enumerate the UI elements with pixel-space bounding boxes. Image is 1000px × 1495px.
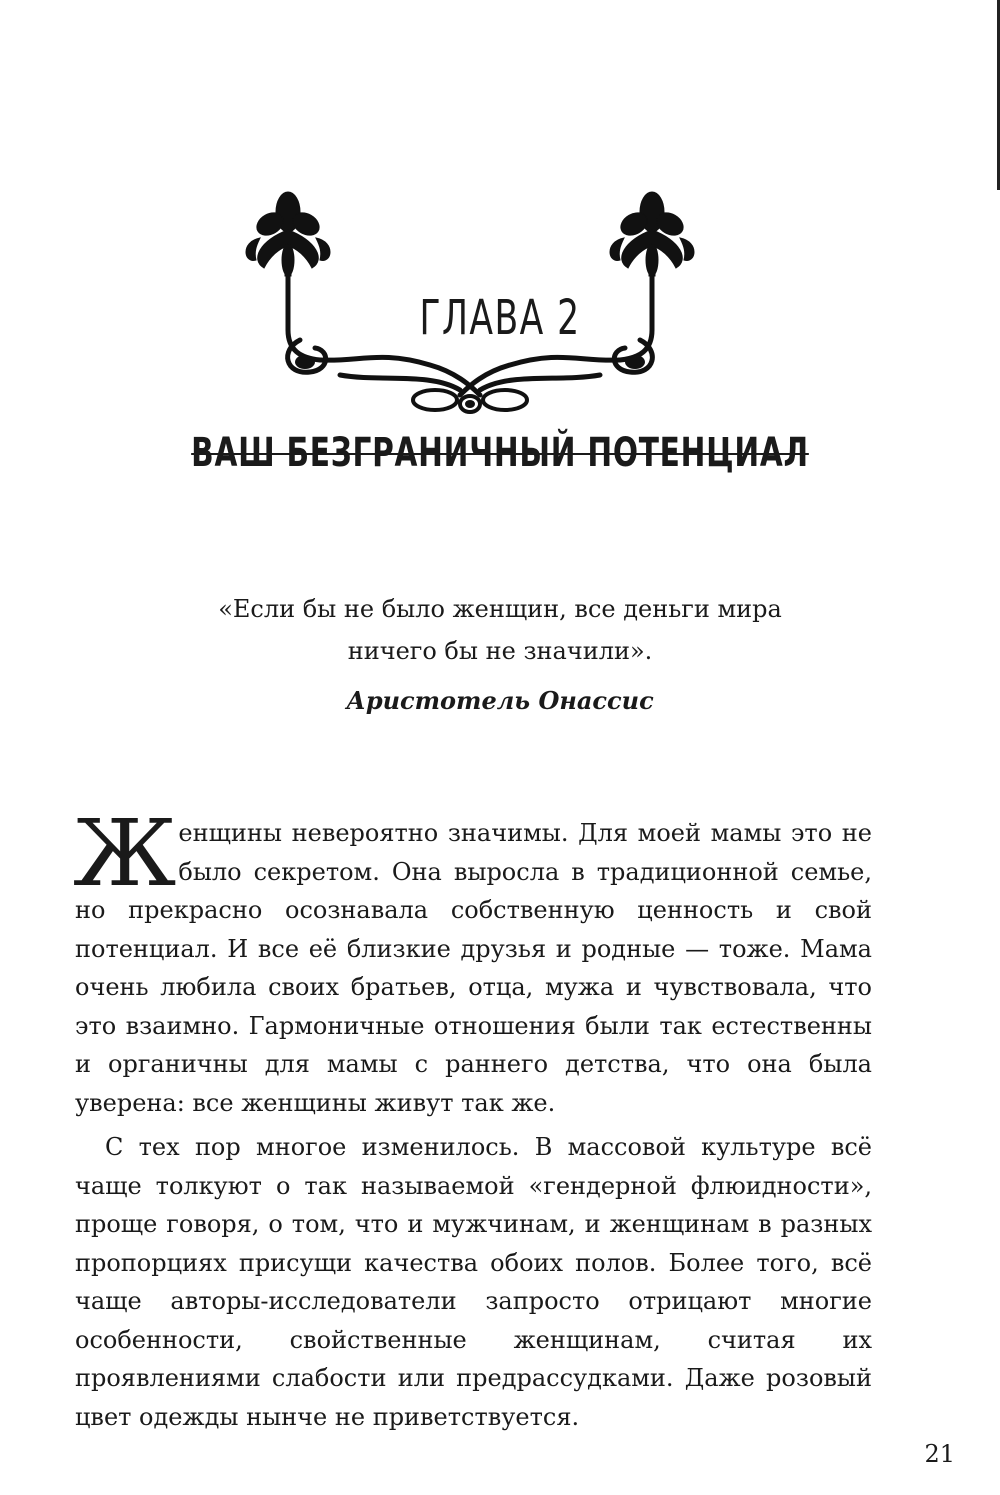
epigraph-author: Аристотель Онассис	[346, 686, 654, 715]
drop-cap: Ж	[73, 800, 177, 907]
paragraph	[73, 800, 872, 1122]
chapter-label: ГЛАВА 2	[419, 290, 581, 346]
page-number: 21	[924, 1440, 955, 1468]
iris-flower-icon	[610, 192, 694, 276]
epigraph-quote	[0, 588, 1000, 672]
body-text	[73, 800, 872, 1436]
iris-flower-icon	[246, 192, 330, 276]
paragraph: С тех пор многое изменилось. В массовой культуре всё чаще толкуют о так называемой «гендерной флюидности», проще говоря, о том, что и мужчинам, и женщинам в разных пропорциях присущи качества обоих полов. Более того, всё чаще авторы-исследователи запросто отрицают многие особенности, свойственные женщинам, считая их проявлениями слабости или предрассудками. Даже розовый цвет одежды нынче не приветствуется.	[75, 1133, 872, 1431]
chapter-title: ВАШ БЕЗГРАНИЧНЫЙ ПОТЕНЦИАЛ	[191, 430, 809, 476]
epigraph-line: ничего бы не значили».	[347, 637, 653, 665]
epigraph-line: «Если бы не было женщин, все деньги мира	[218, 595, 782, 623]
paragraph-text: енщины невероятно значимы. Для моей мамы это не было секретом. Она выросла в традиционной семье, но прекрасно осознавала собственную ценность и свой потенциал. И все её близкие друзья и родные — тоже. Мама очень любила своих братьев, отца, мужа и чувствовала, что это взаимно. Гармоничные отношения были так естественны и органичны для мамы с раннего детства, что она была уверена: все женщины живут так же.	[75, 819, 872, 1117]
